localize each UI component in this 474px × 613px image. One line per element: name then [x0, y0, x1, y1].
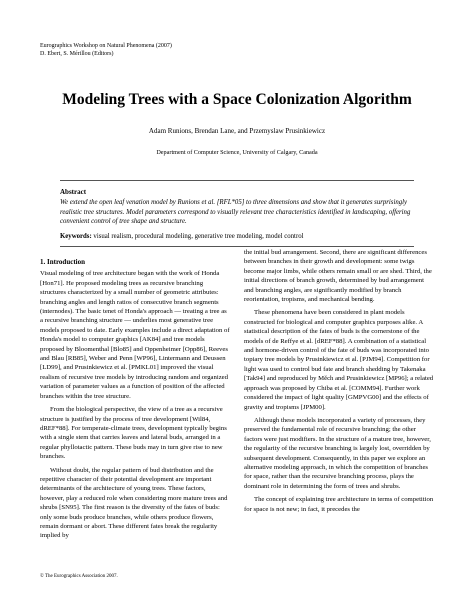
abstract-text: We extend the open leaf venation model by Runions et al. [RFL*05] to three dimensions and show that it generates surprisingly realistic tree structures. Model parameters correspond to visually relevant tree characteristics identified in landscaping, offering convenient control of tree shape and structure.	[60, 199, 411, 226]
abstract-top-rule	[60, 180, 414, 181]
header-venue: Eurographics Workshop on Natural Phenomena (2007)	[40, 43, 172, 49]
author-list: Adam Runions, Brendan Lane, and Przemyslaw Prusinkiewicz	[148, 127, 326, 135]
affiliation: Department of Computer Science, University of Calgary, Canada	[156, 149, 318, 156]
paragraph: From the biological perspective, the view of a tree as a recursive structure is justified by the process of tree development [Wil84, dREF*88]. For temperate-climate trees, development typically begins with a single stem that carries leaves and lateral buds, arranged in a regular phyllotactic pattern. These buds may in turn give rise to new branches.	[40, 406, 227, 461]
header-editors: D. Ebert, S. Mérillou (Editors)	[40, 51, 114, 57]
paragraph: These phenomena have been considered in plant models constructed for biological and computer graphics purposes alike. A statistical description of the fates of buds is the cornerstone of the models of de Reffye et al. [dREF*88]. A combination of a statistical and hormone-driven control of the fate of buds was incorporated into topiary tree models by Prusinkiewicz et al. [PJM94]. Competition for light was used to control bud fate and branch shedding by Takenaka [Tak94] and reproduced by Měch and Prusinkiewicz [MP96]; a related approach was proposed by Chiba et al. [COMM94]. Further work considered the impact of light quality [GMPVG00] and the effects of gravity and tropisms [JPM00].	[244, 309, 434, 411]
paragraph: Although these models incorporated a variety of processes, they preserved the fundamental role of recursive branching; the other factors were just modifiers. In the structure of a mature tree, however, the regularity of the recursive branching is largely lost, overridden by subsequent development. Consequently, in this paper we explore an alternative modeling approach, in which the competition of branches for space, rather than the recursive branching process, plays the dominant role in determining the form of trees and shrubs.	[244, 416, 431, 490]
abstract-bottom-rule	[60, 246, 414, 247]
right-column	[244, 248, 434, 518]
paper-title: Modeling Trees with a Space Colonization Algorithm	[62, 91, 412, 108]
paragraph: The concept of explaining tree architecture in terms of competition for space is not new; in fact, it precedes the	[244, 496, 434, 513]
paragraph: the initial bud arrangement. Second, there are significant differences between branches in their growth and development: some twigs become major limbs, while others remain small or are shed. Third, the initial directions of branch growth, determined by bud arrangement and branching angles, are significantly modified by branch reorientation, tropisms, and mechanical bending.	[244, 249, 432, 304]
section-heading-introduction: 1. Introduction	[40, 258, 85, 266]
keywords-text: visual realism, procedural modeling, generative tree modeling, model control	[93, 233, 304, 240]
paragraph: Visual modeling of tree architecture began with the work of Honda [Hon71]. He proposed modeling trees as recursive branching structures characterized by a small number of geometric attributes: branching angles and length ratios of consecutive branch segments (internodes). The basic tenet of Honda's approach — treating a tree as a recursive branching structure — underlies most generative tree models proposed to date. Early examples include a direct adaptation of Honda's model to computer graphics [AK84] and tree models proposed by Bloomenthal [Blo85] and Oppenheimer [Opp86], Reeves and Blau [RB85], Weber and Penn [WP96], Lintermann and Deussen [LD99], and Prusinkiewicz et al. [PMKL01] improved the visual realism of recursive tree models by introducing random and organized variation of parameter values as a function of position of the affected branches within the tree structure.	[40, 270, 230, 400]
paragraph: Without doubt, the regular pattern of bud distribution and the repetitive character of their potential development are important determinants of the architecture of young trees. These factors, however, play a reduced role when considering more mature trees and shrubs [SN95]. The first reason is the diversity of the fates of buds: only some buds produce branches, while others produce flowers, remain dormant or abort. These different fates break the regularity implied by	[40, 466, 228, 540]
keywords-label: Keywords:	[60, 233, 92, 240]
abstract-heading: Abstract	[60, 188, 87, 196]
copyright-footer: © The Eurographics Association 2007.	[40, 574, 118, 579]
running-header	[40, 42, 172, 58]
keywords	[60, 232, 414, 241]
left-column	[40, 258, 230, 545]
